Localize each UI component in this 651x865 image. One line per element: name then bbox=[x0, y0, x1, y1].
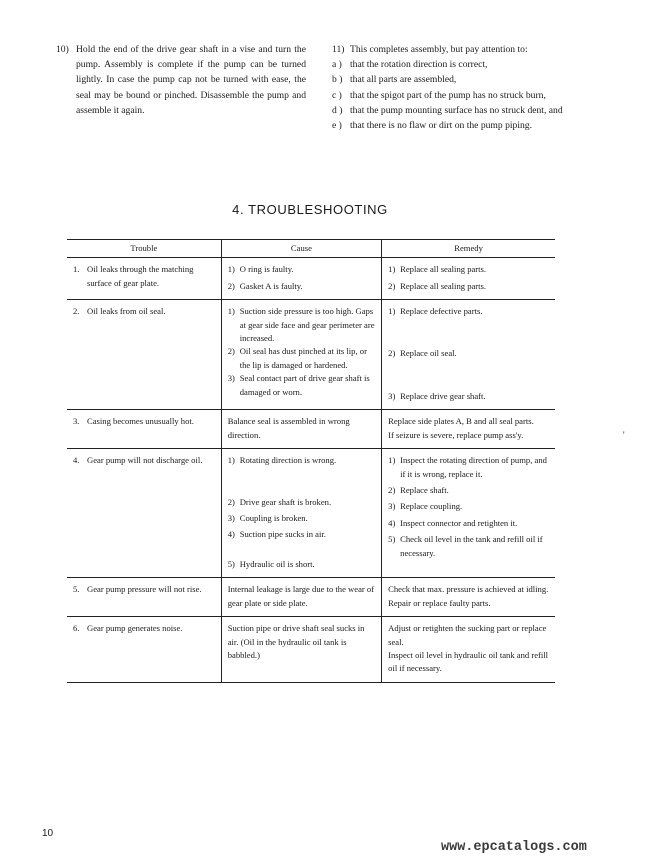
checklist-item: b ) that all parts are assembled, bbox=[332, 74, 457, 86]
step-10-number: 10) bbox=[56, 44, 69, 55]
watermark: www.epcatalogs.com bbox=[441, 840, 587, 855]
trouble-cell: 6. Gear pump generates noise. bbox=[67, 617, 221, 683]
header-cause: Cause bbox=[221, 240, 381, 258]
header-trouble: Trouble bbox=[67, 240, 221, 258]
remedy-cell: Replace side plates A, B and all seal parts. If seizure is severe, replace pump ass'y. bbox=[382, 410, 555, 449]
table-row bbox=[67, 410, 555, 449]
checklist-item: a ) that the rotation direction is correct, bbox=[332, 59, 488, 71]
cause-cell: 1) Rotating direction is wrong. 2) Drive gear shaft is broken. 3) Coupling is broken. 4) Suction pipe sucks in air. 5) Hydraulic oil is short. bbox=[221, 449, 381, 578]
cause-cell: Internal leakage is large due to the wear of gear plate or side plate. bbox=[221, 578, 381, 617]
remedy-cell: 1) Inspect the rotating direction of pump, and if it is wrong, replace it. 2) Replace shaft. 3) Replace coupling. 4) Inspect connector and retighten it. 5) Check oil level in the tank and refill oil if necessary. bbox=[382, 449, 555, 578]
step-11-number: 11) bbox=[332, 44, 345, 55]
table-row bbox=[67, 617, 555, 683]
remedy-cell: 1) Replace all sealing parts. 2) Replace all sealing parts. bbox=[382, 258, 555, 300]
cause-cell: 1) Suction side pressure is too high. Gaps at gear side face and gear perimeter are increased. 2) Oil seal has dust pinched at its lip, or the lip is damaged or hardened. 3) Seal contact part of drive gear shaft is damaged or worn. bbox=[221, 300, 381, 410]
step-10 bbox=[56, 42, 306, 118]
remedy-cell: Check that max. pressure is achieved at idling. Repair or replace faulty parts. bbox=[382, 578, 555, 617]
margin-mark: ' bbox=[623, 430, 625, 440]
cause-cell: 1) O ring is faulty. 2) Gasket A is faulty. bbox=[221, 258, 381, 300]
troubleshooting-table bbox=[67, 239, 555, 683]
cause-cell: Balance seal is assembled in wrong direction. bbox=[221, 410, 381, 449]
cause-cell: Suction pipe or drive shaft seal sucks in air. (Oil in the hydraulic oil tank is babbled.) bbox=[221, 617, 381, 683]
checklist-item: d ) that the pump mounting surface has no struck dent, and bbox=[332, 104, 563, 116]
page-number: 10 bbox=[42, 828, 54, 839]
remedy-cell: 1) Replace defective parts. 2) Replace oil seal. 3) Replace drive gear shaft. bbox=[382, 300, 555, 410]
checklist-item: e ) that there is no flaw or dirt on the pump piping. bbox=[332, 120, 532, 132]
trouble-cell: 2. Oil leaks from oil seal. bbox=[67, 300, 221, 410]
table-row bbox=[67, 578, 555, 617]
remedy-cell: Adjust or retighten the sucking part or replace seal. Inspect oil level in hydraulic oil tank and refill oil if necessary. bbox=[382, 617, 555, 683]
trouble-cell: 5. Gear pump pressure will not rise. bbox=[67, 578, 221, 617]
table-header-row bbox=[67, 240, 555, 258]
table-row bbox=[67, 300, 555, 410]
table-row bbox=[67, 449, 555, 578]
table-row bbox=[67, 258, 555, 300]
checklist-item: c ) that the spigot part of the pump has no struck burn, bbox=[332, 89, 546, 101]
trouble-cell: 3. Casing becomes unusually hot. bbox=[67, 410, 221, 449]
trouble-cell: 4. Gear pump will not discharge oil. bbox=[67, 449, 221, 578]
step-11-intro: This completes assembly, but pay attention to: bbox=[350, 44, 528, 55]
trouble-cell: 1. Oil leaks through the matching surface of gear plate. bbox=[67, 258, 221, 300]
step-11 bbox=[332, 42, 594, 133]
header-remedy: Remedy bbox=[382, 240, 555, 258]
section-title: 4. TROUBLESHOOTING bbox=[232, 202, 388, 217]
step-10-text: Hold the end of the drive gear shaft in a vise and turn the pump. Assembly is complete if the pump can be turned lightly. In case the pump cap not be turned with ease, the seal may be bound or pinched. Disassemble the pump and assemble it again. bbox=[76, 44, 306, 116]
